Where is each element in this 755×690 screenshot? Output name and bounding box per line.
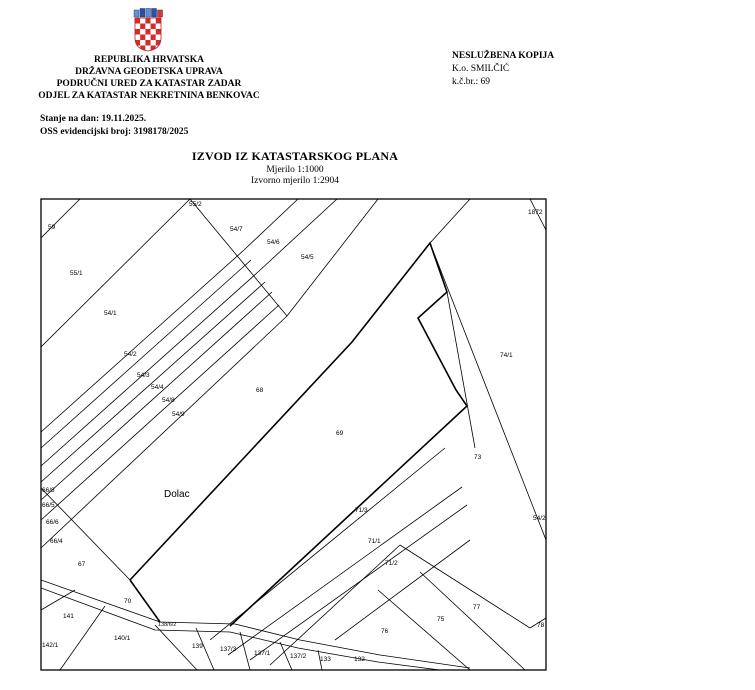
office-line-3: PODRUČNI URED ZA KATASTAR ZADAR [56,79,242,89]
parcel-label: 54/6 [267,239,280,246]
parcel-69-boundary [130,243,467,626]
state-date: Stanje na dan: 19.11.2025. [40,114,147,124]
parcel-label: 54/3 [137,372,150,379]
parcel-label: 69 [336,430,344,437]
document-title: IZVOD IZ KATASTARSKOG PLANA [191,149,399,163]
parcel-label: 75 [437,616,445,623]
parcel-boundary [41,292,272,500]
office-line-4: ODJEL ZA KATASTAR NEKRETNINA BENKOVAC [38,91,260,101]
copy-label: NESLUŽBENA KOPIJA [452,51,555,61]
parcel-boundary [335,540,470,640]
parcel-label: 73 [474,454,482,461]
parcel-boundary [41,199,80,238]
parcel-label: 71/1 [368,538,381,545]
parcel-label: 74/1 [500,352,513,359]
parcel-boundary [190,199,287,316]
parcel-boundary [41,316,287,548]
parcel-label: 66/4 [50,538,63,545]
parcel-label: 140/1 [114,635,131,642]
parcel-label: 54/7 [230,226,243,233]
parcel-label: 55/2 [189,201,202,208]
parcel-label: 66/6 [46,519,59,526]
office-line-2: DRŽAVNA GEODETSKA UPRAVA [75,67,223,77]
parcel-label: 132 [354,656,365,663]
parcel-label: 54/9 [172,411,185,418]
parcel-label: 66/8 [42,487,55,494]
parcel-label: 67 [78,561,86,568]
parcel-label: 1872 [528,209,543,216]
parcel-boundary [41,250,244,432]
parcel-boundary [228,487,462,655]
parcel-label: 59 [48,224,56,231]
parcel-label: 137/1 [254,650,271,657]
parcel-boundary [240,632,250,670]
parcel-boundary [400,545,530,628]
parcel-label: 55/1 [70,270,83,277]
parcel-label: 138/6/2 [158,622,177,628]
parcel-label: 70 [124,598,132,605]
place-name-label: Dolac [164,489,190,500]
parcel-boundary [250,505,467,660]
parcel-boundary [430,243,546,540]
map-scale: Mjerilo 1:1000 [266,165,324,175]
parcel-label: 76 [381,628,389,635]
parcel-label: 137/3 [220,646,237,653]
parcel-label: 66/5 [42,502,55,509]
parcel-label: 54/8 [162,397,175,404]
parcel-label: 141 [63,613,74,620]
parcel-69-boundary [130,580,160,622]
parcel-boundary [41,282,265,482]
parcel-label: 142/1 [42,642,59,649]
parcel-label: 54/2 [124,351,137,358]
parcel-boundary [41,272,258,466]
office-line-1: REPUBLIKA HRVATSKA [94,55,204,65]
parcel-label: 71/3 [355,507,368,514]
parcel-label: 139 [192,643,203,650]
road-edge [41,588,455,672]
parcel-boundary [155,625,197,670]
parcel-boundary [378,590,470,670]
parcel-boundary [41,305,279,520]
parcel-label: 54/1 [104,310,117,317]
parcel-label: 54/5 [301,254,314,261]
parcel-label: 78 [537,622,545,629]
parcel-label: 68 [256,387,264,394]
parcel-label: 137/2 [290,653,307,660]
parcel-boundary [41,199,190,347]
parcel-label: 71/2 [385,560,398,567]
parcel-boundary [258,199,337,272]
parcel-boundary [420,572,525,670]
cadastral-municipality: K.o. SMILČIĆ [452,64,510,74]
parcel-label: 77 [473,604,481,611]
map-frame [41,199,546,670]
original-map-scale: Izvorno mjerilo 1:2904 [250,176,340,186]
parcel-label: 54/2 [533,515,546,522]
parcel-label: 133 [320,656,331,663]
parcel-boundary [430,199,470,243]
parcel-label: 54/4 [151,384,164,391]
parcel-boundary [41,260,251,448]
parcel-boundary [447,292,475,448]
oss-number: OSS evidencijski broj: 3198178/2025 [40,126,189,137]
parcel-boundary [41,590,75,610]
parcel-boundary [270,545,400,665]
parcel-number: k.č.br.: 69 [452,77,490,87]
